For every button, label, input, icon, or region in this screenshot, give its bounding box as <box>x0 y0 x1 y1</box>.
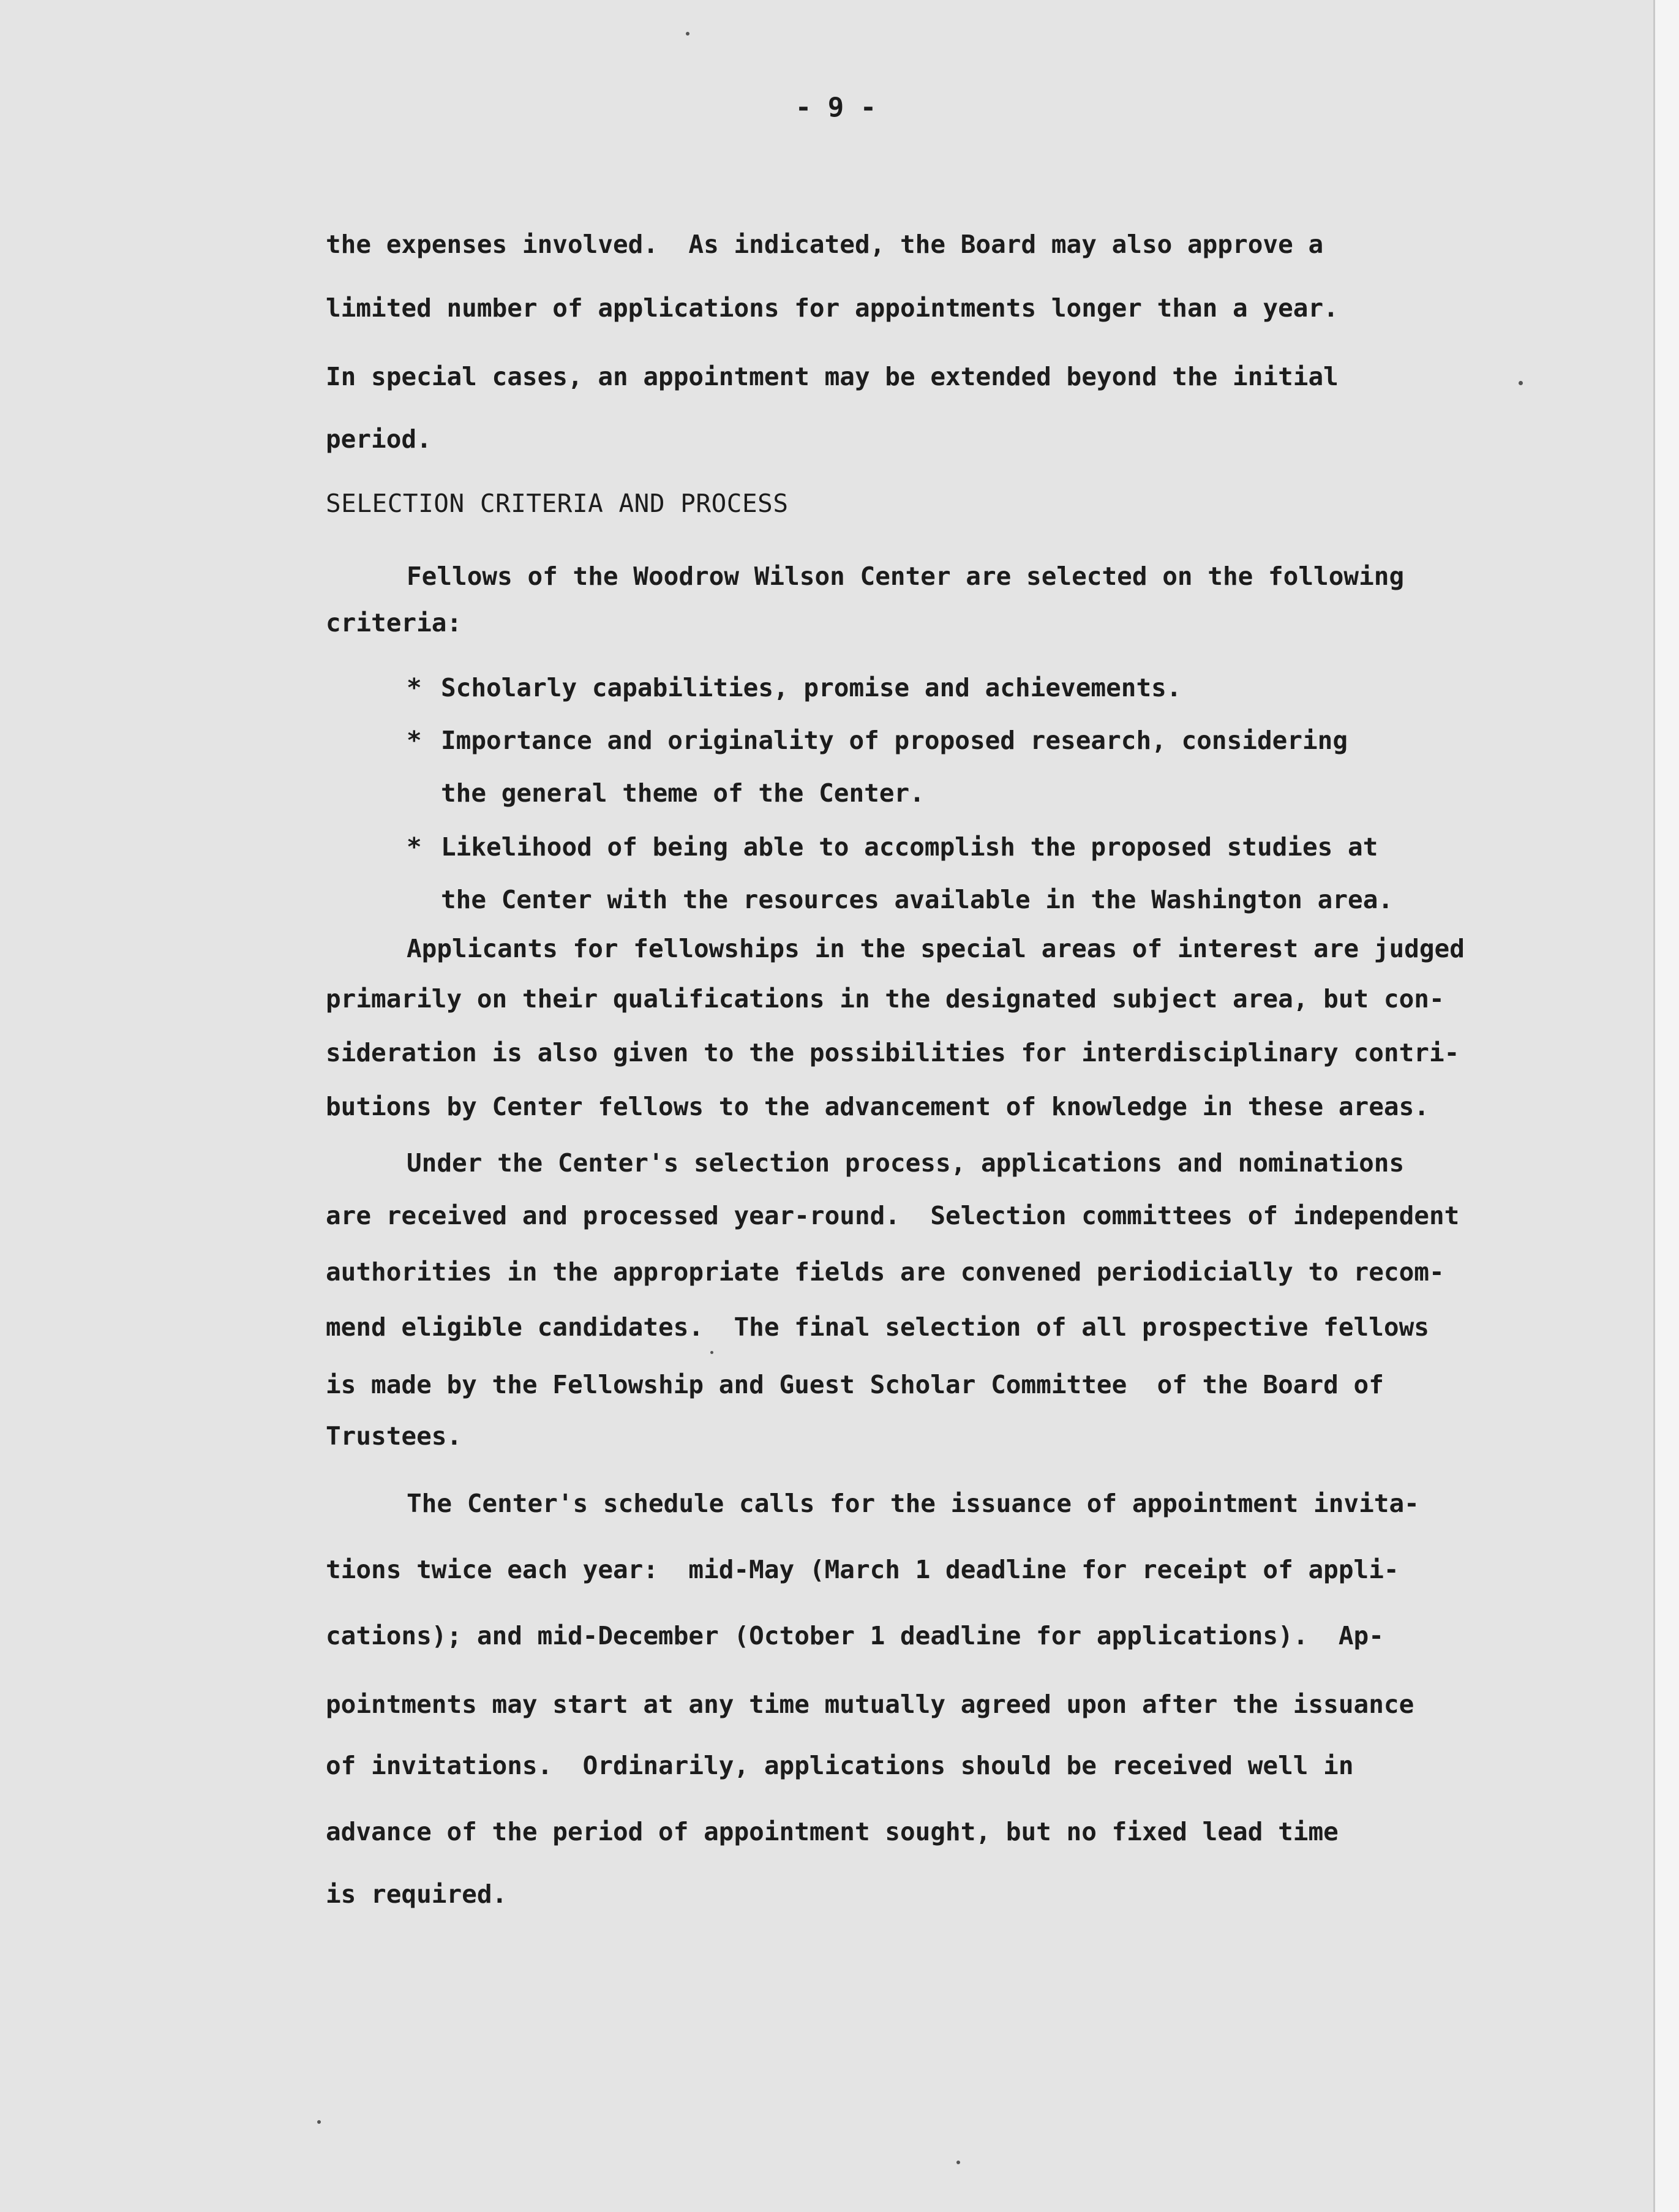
paragraph-line: is required. <box>326 1879 508 1909</box>
paragraph-line: tions twice each year: mid-May (March 1 deadline for receipt of appli- <box>326 1555 1399 1584</box>
criteria-intro-line: criteria: <box>326 608 462 638</box>
scan-speck <box>686 32 689 36</box>
paragraph-line: are received and processed year-round. Selection committees of independent <box>326 1201 1460 1230</box>
paragraph-line: Applicants for fellowships in the special areas of interest are judged <box>407 934 1465 963</box>
bullet-text: the Center with the resources available in the Washington area. <box>441 885 1394 914</box>
paragraph-line: primarily on their qualifications in the designated subject area, but con- <box>326 984 1444 1014</box>
bullet-marker: * <box>407 832 422 862</box>
page-edge <box>1653 0 1679 2212</box>
paragraph-line: of invitations. Ordinarily, applications should be received well in <box>326 1751 1354 1780</box>
section-heading: SELECTION CRITERIA AND PROCESS <box>326 489 789 518</box>
paragraph-line: mend eligible candidates. The final selection of all prospective fellows <box>326 1312 1429 1342</box>
bullet-text: Likelihood of being able to accomplish the proposed studies at <box>441 832 1378 862</box>
scan-speck <box>317 2120 321 2124</box>
paragraph-line: butions by Center fellows to the advancement of knowledge in these areas. <box>326 1092 1429 1121</box>
paragraph-line: is made by the Fellowship and Guest Scholar Committee of the Board of <box>326 1370 1384 1399</box>
paragraph-line: period. <box>326 424 432 454</box>
bullet-text: Scholarly capabilities, promise and achievements. <box>441 673 1182 702</box>
paragraph-line: pointments may start at any time mutually agreed upon after the issuance <box>326 1690 1414 1719</box>
bullet-marker: * <box>407 673 422 702</box>
bullet-marker: * <box>407 726 422 755</box>
scan-speck <box>956 2161 960 2164</box>
paragraph-line: limited number of applications for appointments longer than a year. <box>326 293 1339 323</box>
paragraph-line: the expenses involved. As indicated, the Board may also approve a <box>326 230 1324 259</box>
paragraph-line: authorities in the appropriate fields are convened periodicially to recom- <box>326 1257 1444 1287</box>
paragraph-line: In special cases, an appointment may be extended beyond the initial <box>326 362 1339 391</box>
bullet-text: the general theme of the Center. <box>441 778 925 808</box>
paragraph-line: cations); and mid-December (October 1 deadline for applications). Ap- <box>326 1621 1384 1650</box>
scan-speck <box>1519 381 1523 385</box>
paragraph-line: Trustees. <box>326 1421 462 1451</box>
bullet-text: Importance and originality of proposed research, considering <box>441 726 1348 755</box>
paragraph-line: sideration is also given to the possibilities for interdisciplinary contri- <box>326 1038 1460 1067</box>
paragraph-line: advance of the period of appointment sought, but no fixed lead time <box>326 1817 1339 1846</box>
page-number: - 9 - <box>795 92 877 123</box>
scan-speck <box>710 1351 713 1354</box>
paragraph-line: Under the Center's selection process, applications and nominations <box>407 1148 1405 1178</box>
paragraph-line: The Center's schedule calls for the issuance of appointment invita- <box>407 1489 1419 1518</box>
criteria-intro-line: Fellows of the Woodrow Wilson Center are selected on the following <box>407 562 1405 591</box>
